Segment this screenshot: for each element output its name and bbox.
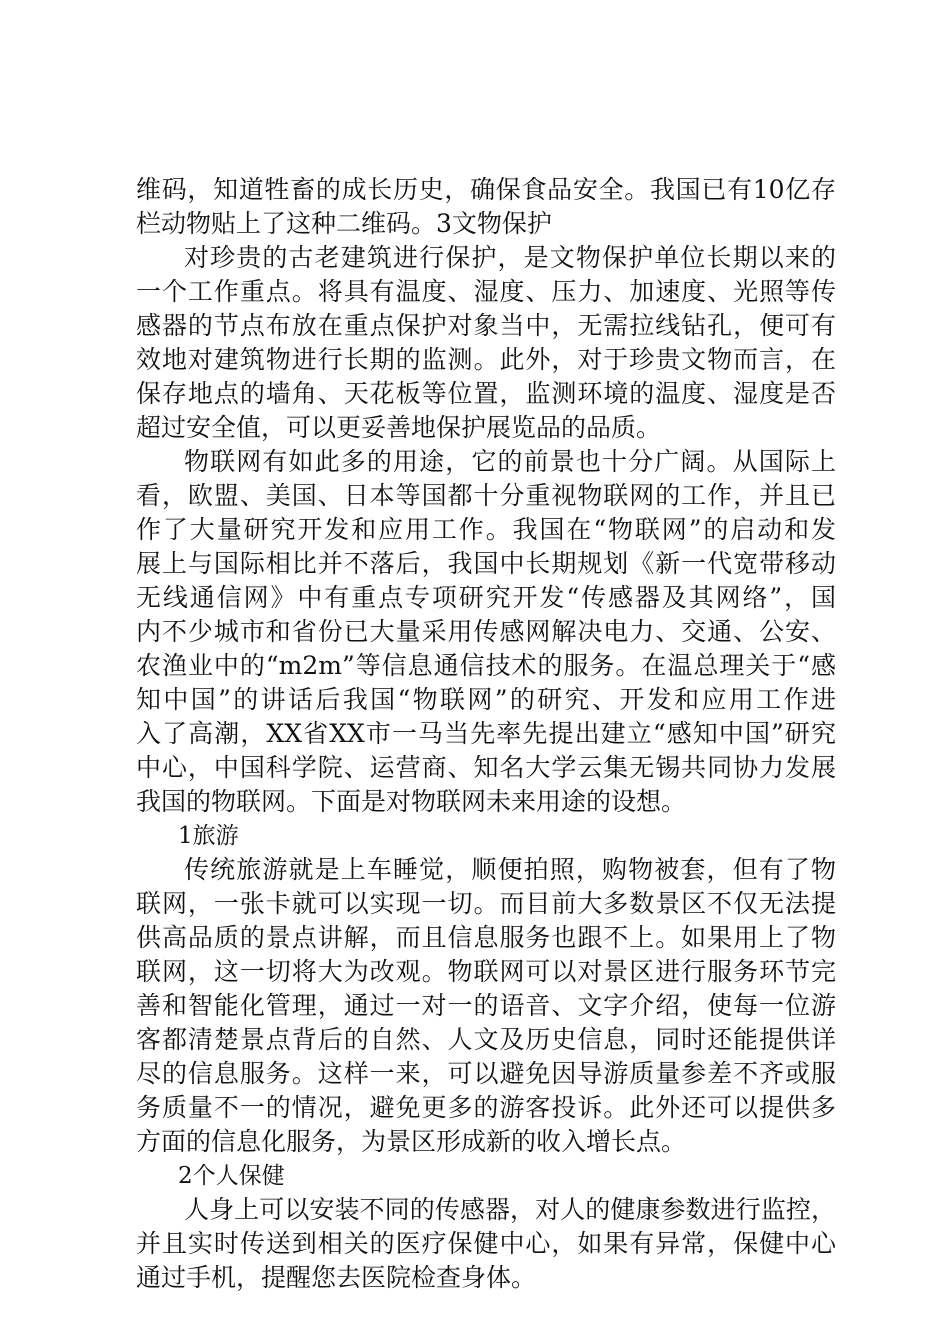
text-line: 通过手机，提醒您去医院检查身体。 [136,1263,537,1292]
text-line: 超过安全值，可以更妥善地保护展览品的品质。 [136,413,662,442]
text-line: 中心，中国科学院、运营商、知名大学云集无锡共同协力发展 [136,753,836,782]
text-line: 入了高潮，XX省XX市一马当先率先提出建立“感知中国”研究 [136,719,836,748]
text-line: 无线通信网》中有重点专项研究开发“传感器及其网络”，国 [136,583,836,612]
text-line: 内不少城市和省份已大量采用传感网解决电力、交通、公安、 [136,617,836,646]
text-line: 作了大量研究开发和应用工作。我国在“物联网”的启动和发 [136,515,836,544]
text-line: 展上与国际相比并不落后，我国中长期规划《新一代宽带移动 [136,549,836,578]
section-heading: 2个人保健 [178,1163,285,1189]
text-line: 保存地点的墙角、天花板等位置，监测环境的温度、湿度是否 [136,379,836,408]
text-line: 维码，知道牲畜的成长历史，确保食品安全。我国已有10亿存 [136,175,836,204]
document-body [136,173,836,1295]
paragraph-start: 物联网有如此多的用途，它的前景也十分广阔。从国际上 [184,447,836,476]
paragraph-start: 人身上可以安装不同的传感器，对人的健康参数进行监控， [184,1195,836,1224]
text-line: 务质量不一的情况，避免更多的游客投诉。此外还可以提供多 [136,1093,836,1122]
paragraph-start: 对珍贵的古老建筑进行保护，是文物保护单位长期以来的 [184,243,836,272]
text-line: 联网，一张卡就可以实现一切。而目前大多数景区不仅无法提 [136,889,836,918]
paragraph-start: 传统旅游就是上车睡觉，顺便拍照，购物被套，但有了物 [184,855,836,884]
text-line: 农渔业中的“m2m”等信息通信技术的服务。在温总理关于“感 [136,651,836,680]
text-line: 并且实时传送到相关的医疗保健中心，如果有异常，保健中心 [136,1229,836,1258]
text-line: 方面的信息化服务，为景区形成新的收入增长点。 [136,1127,687,1156]
text-line: 联网，这一切将大为改观。物联网可以对景区进行服务环节完 [136,957,836,986]
text-line: 看，欧盟、美国、日本等国都十分重视物联网的工作，并且已 [136,481,836,510]
text-line: 知中国”的讲话后我国“物联网”的研究、开发和应用工作进 [136,685,836,714]
text-line: 供高品质的景点讲解，而且信息服务也跟不上。如果用上了物 [136,923,836,952]
text-line: 善和智能化管理，通过一对一的语音、文字介绍，使每一位游 [136,991,836,1020]
text-line: 感器的节点布放在重点保护对象当中，无需拉线钻孔，便可有 [136,311,836,340]
section-heading: 1旅游 [178,823,239,849]
text-line: 客都清楚景点背后的自然、人文及历史信息，同时还能提供详 [136,1025,836,1054]
text-line: 我国的物联网。下面是对物联网未来用途的设想。 [136,787,687,816]
text-line: 栏动物贴上了这种二维码。3文物保护 [136,209,552,238]
text-line: 尽的信息服务。这样一来，可以避免因导游质量参差不齐或服 [136,1059,836,1088]
text-line: 一个工作重点。将具有温度、湿度、压力、加速度、光照等传 [136,277,836,306]
text-line: 效地对建筑物进行长期的监测。此外，对于珍贵文物而言，在 [136,345,836,374]
